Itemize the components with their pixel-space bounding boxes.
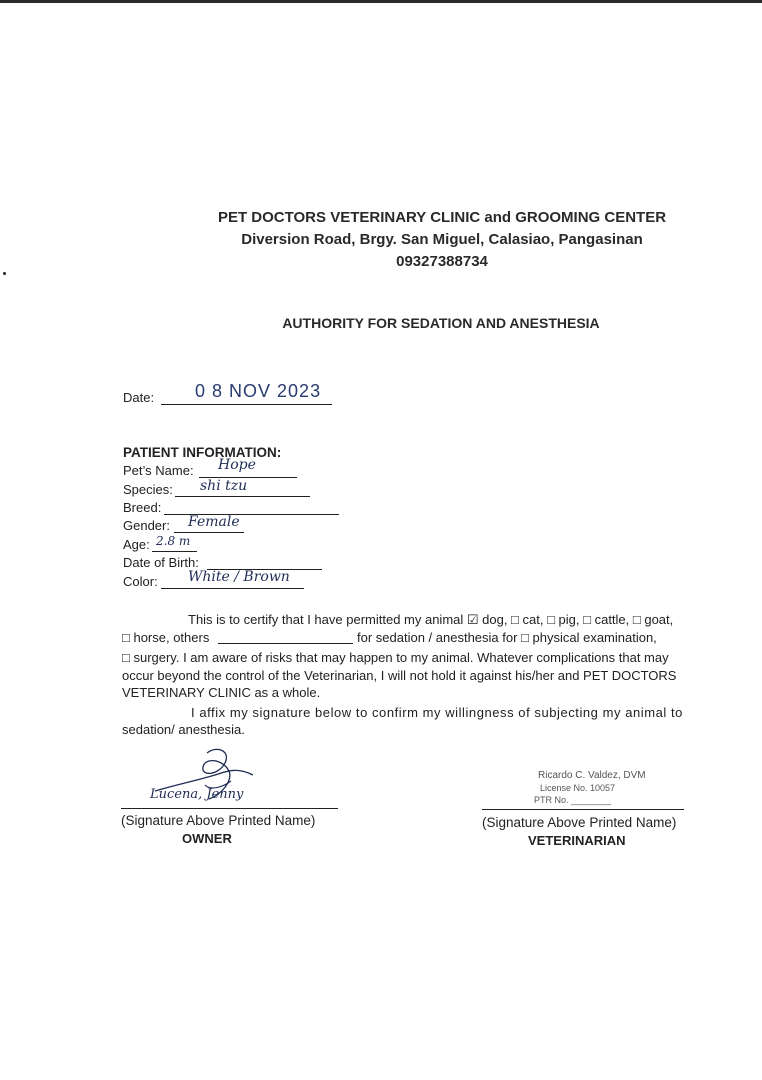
consent-line-4: occur beyond the control of the Veterinarian, I will not hold it against his/her and PET DOCTORS	[122, 668, 677, 683]
consent-line-2a: □ horse, others	[122, 630, 210, 645]
consent-line-5: VETERINARY CLINIC as a whole.	[122, 685, 321, 700]
clinic-header	[0, 207, 762, 273]
vet-stamp-name: Ricardo C. Valdez, DVM	[538, 770, 646, 781]
form-title: AUTHORITY FOR SEDATION AND ANESTHESIA	[282, 315, 600, 331]
consent-line-6: I affix my signature below to confirm my willingness of subjecting my animal to	[191, 705, 683, 720]
gender-label: Gender:	[123, 518, 170, 533]
age-line	[152, 551, 197, 552]
species-label: Species:	[123, 482, 173, 497]
age-value: 2.8 m	[156, 534, 191, 548]
dob-label: Date of Birth:	[123, 555, 199, 570]
gender-value: Female	[188, 514, 240, 530]
gender-line	[174, 532, 244, 533]
species-line	[175, 496, 310, 497]
pet-name-value: Hope	[218, 457, 256, 473]
color-label: Color:	[123, 574, 158, 589]
vet-caption: (Signature Above Printed Name)	[482, 815, 677, 830]
consent-line-2b: for sedation / anesthesia for □ physical examination,	[357, 630, 657, 645]
clinic-address: Diversion Road, Brgy. San Miguel, Calasiao, Pangasinan	[241, 231, 643, 248]
clinic-phone: 09327388734	[396, 253, 488, 270]
breed-label: Breed:	[123, 500, 162, 515]
color-line	[161, 588, 304, 589]
consent-line-7: sedation/ anesthesia.	[122, 722, 245, 737]
date-label: Date:	[123, 390, 155, 405]
color-value: White / Brown	[188, 569, 290, 585]
owner-handwritten-name: Lucena, Jenny	[150, 787, 244, 802]
species-value: shi tzu	[200, 478, 248, 494]
vet-signature-line	[482, 809, 684, 810]
vet-stamp-ptr: PTR No. ________	[534, 795, 612, 805]
clinic-name: PET DOCTORS VETERINARY CLINIC and GROOMING CENTER	[217, 209, 667, 226]
consent-line-3: □ surgery. I am aware of risks that may happen to my animal. Whatever complications that may	[122, 650, 669, 665]
others-line	[218, 643, 353, 644]
scan-top-edge	[0, 0, 762, 3]
date-line	[161, 404, 332, 405]
patient-heading: PATIENT INFORMATION:	[123, 445, 282, 460]
pet-name-label: Pet’s Name:	[123, 463, 194, 478]
date-value: 0 8 NOV 2023	[195, 381, 322, 401]
consent-line-1: This is to certify that I have permitted my animal ☑ dog, □ cat, □ pig, □ cattle, □ goat,	[188, 612, 674, 627]
owner-role: OWNER	[182, 831, 232, 846]
age-label: Age:	[123, 537, 150, 552]
vet-role: VETERINARIAN	[528, 833, 626, 848]
vet-stamp-license: License No. 10057	[540, 783, 616, 793]
owner-signature-line	[121, 808, 338, 809]
owner-caption: (Signature Above Printed Name)	[121, 813, 316, 828]
